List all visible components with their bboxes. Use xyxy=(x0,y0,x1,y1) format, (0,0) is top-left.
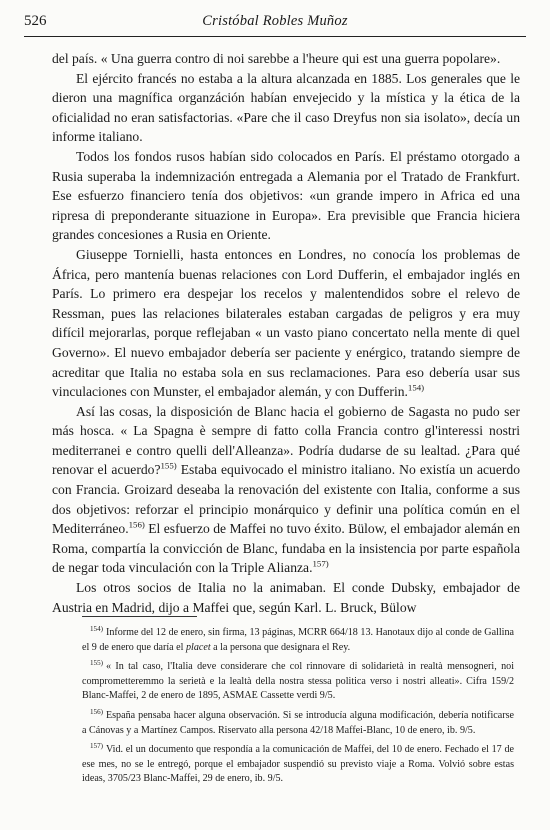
footnote-text-end: a la persona que designara el Rey. xyxy=(210,641,351,653)
paragraph-6: Los otros socios de Italia no la animaban. El conde Dubsky, embajador de Austria en Madrid, dijo a Maffei que, según Karl. L. Bruck, Bülow xyxy=(52,580,520,615)
footnote-text: España pensaba hacer alguna observación. Si se introducía alguna modificación, debería notificarse a Cánovas y a Martínez Campos. Riservato alla persona 42/18 Maffei-Blanc, 10 de enero, ib. 9/5. xyxy=(82,709,514,736)
paragraph-5-text-b: Estaba equivocado el ministro italiano. No existía un acuerdo con Francia. Groizard deseaba la renovación del existente con Italia, conforme a sus dos objetivos: reforzar el principio monárquico y definir una política común en el Mediterráneo. xyxy=(52,462,521,537)
paragraph-4 xyxy=(52,245,520,402)
footnote-ref-157[interactable]: 157) xyxy=(312,558,329,569)
footnote-155 xyxy=(82,660,514,704)
footnotes xyxy=(82,626,514,792)
footnote-number: 156) xyxy=(90,707,103,716)
footnote-text: « In tal caso, l'Italia deve considerare che col rinnovare di solidarietà in realtà mensogneri, noi comprometteremmo la serietà e la lealtà della nostra stessa politica verso i nostri alleati». Cifra 159/2 Blanc-Maffei, 2 de enero de 1895, ASMAE Cassette verdi 9/5. xyxy=(82,661,514,702)
footnote-separator xyxy=(82,616,197,617)
page-number: 526 xyxy=(24,13,47,29)
paragraph-4-text: Giuseppe Tornielli, hasta entonces en Londres, no conocía los problemas de África, pero mantenía buenas relaciones con Lord Dufferin, el embajador inglés en París. Lo primero era despejar los recelos y malentendidos sobre el relevo de Ressman, pues las relaciones bilaterales estaban cargadas de peligros y era muy difícil mejorarlas, porque reflejaban « un vasto piano concertato nella mente di quel Governo». El nuevo embajador debería ser paciente y enérgico, tratando siempre de acreditar que Italia no estaba sola en sus reclamaciones. Para eso debería usar sus vinculaciones con Munster, el embajador alemán, y con Dufferin. xyxy=(52,246,520,400)
footnote-156 xyxy=(82,709,514,738)
paragraph-3: Todos los fondos rusos habían sido colocados en París. El préstamo otorgado a Rusia superaba la indemnización entregada a Alemania por el Tratado de Frankfurt. Ese esfuerzo financiero tenía dos objetivos: «un grande impero in Africa ed una ripresa di preponderante situazione in Europa». Era previsible que Francia hiciera grandes concesiones a Rusia en Oriente. xyxy=(52,148,520,243)
paragraph-2: El ejército francés no estaba a la altura alcanzada en 1885. Los generales que le dieron una magnífica organzáción habían envejecido y la mística y la ética de la oficialidad no eran satisfactorias. «Pare che il caso Dreyfus non sia isolato», decía un informe italiano. xyxy=(52,70,520,145)
footnote-154 xyxy=(82,626,514,655)
paragraph-5-text-c: El esfuerzo de Maffei no tuvo éxito. Bülow, el embajador alemán en Roma, compartía la convicción de Blanc, fundaba en la insistencia por parte española de negar toda vinculación con la Triple Alianza. xyxy=(52,521,520,576)
footnote-text: Vid. el un documento que respondía a la comunicación de Maffei, del 10 de enero. Fechado el 17 de ese mes, no se le entregó, porque el embajador suspendió su previsto viaje a Roma. Volvió sobre estas ideas, 3705/23 Blanc-Maffei, 29 de enero, ib. 9/5. xyxy=(82,744,514,785)
footnote-157 xyxy=(82,743,514,787)
paragraph-5-text-a: Así las cosas, la disposición de Blanc hacia el gobierno de Sagasta no pudo ser más hosca. « La Spagna è sempre di fatto colla Francia contro gl'interessi nostri mediterranei e contro quelli dell'Alleanza». Podría dudarse de su lealtad. ¿Para qué renovar el acuerdo? xyxy=(52,403,520,478)
footnote-number: 154) xyxy=(90,624,103,633)
footnote-ref-156[interactable]: 156) xyxy=(128,519,145,530)
paragraph-5 xyxy=(52,402,520,578)
body-text xyxy=(52,49,520,617)
running-head xyxy=(24,10,526,37)
footnote-text: Informe del 12 de enero, sin firma, 13 páginas, MCRR 664/18 13. Hanotaux dijo al conde de Gallina el 9 de enero que daría el xyxy=(82,627,514,653)
footnote-ref-154[interactable]: 154) xyxy=(407,382,425,393)
footnote-number: 157) xyxy=(90,741,103,750)
paragraph-1: del país. « Una guerra contro di noi sarebbe a l'heure qui est una guerra popolare». xyxy=(52,51,501,66)
footnote-italic-term: placet xyxy=(185,641,211,653)
running-title: Cristóbal Robles Muñoz xyxy=(202,13,348,29)
footnote-number: 155) xyxy=(90,658,103,667)
footnote-ref-155[interactable]: 155) xyxy=(160,460,177,471)
